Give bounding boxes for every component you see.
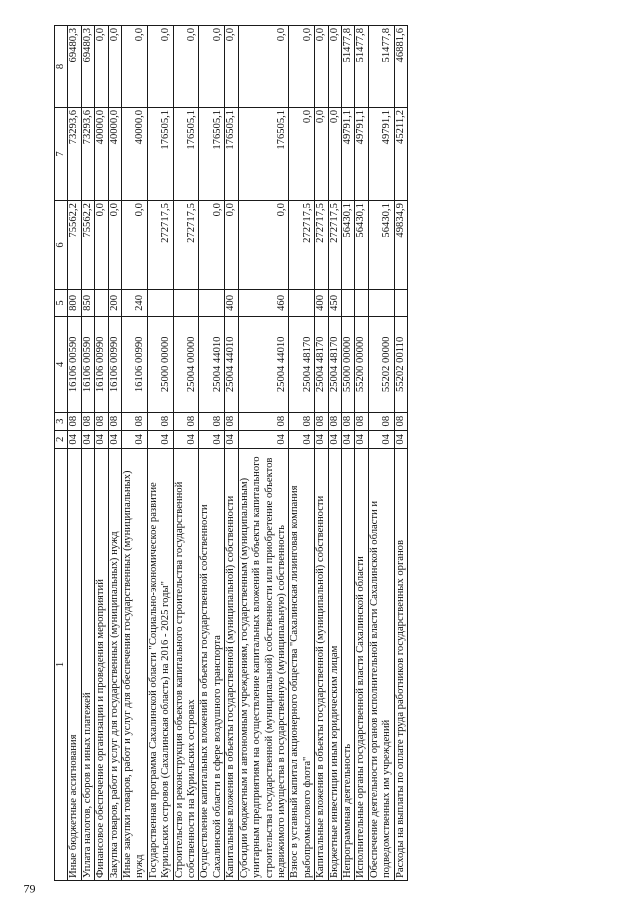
budget-table	[54, 25, 408, 881]
code-subsection: 08	[355, 412, 368, 430]
table-row	[199, 26, 225, 881]
row-name: Непрограммная деятельность	[341, 448, 354, 880]
code-expense-type	[147, 289, 173, 316]
table-row	[328, 26, 341, 881]
code-section: 04	[108, 430, 121, 448]
header-row	[55, 26, 68, 881]
value-col7: 0,0	[328, 107, 341, 200]
code-subsection: 08	[108, 412, 121, 430]
row-name: Капитальные вложения в объекты государственной (муниципальной) собственности	[225, 448, 238, 880]
code-section: 04	[368, 430, 394, 448]
code-subsection: 08	[122, 412, 148, 430]
code-subsection: 08	[225, 412, 238, 430]
table-row	[95, 26, 108, 881]
value-col8: 0,0	[328, 26, 341, 108]
value-col8: 51477,8	[368, 26, 394, 108]
value-col6: 272717,5	[289, 201, 315, 290]
code-target: 25004 48170	[328, 317, 341, 413]
value-col8: 0,0	[225, 26, 238, 108]
code-expense-type: 850	[81, 289, 94, 316]
value-col8: 0,0	[315, 26, 328, 108]
value-col6: 56430,1	[341, 201, 354, 290]
code-target: 16106 00590	[81, 317, 94, 413]
row-name: Расходы на выплаты по оплате труда работников государственных органов	[394, 448, 407, 880]
code-subsection: 08	[173, 412, 199, 430]
code-section: 04	[81, 430, 94, 448]
row-name: Обеспечение деятельности органов исполнительной власти Сахалинской области и подведомственных им учреждений	[368, 448, 394, 880]
code-expense-type	[355, 289, 368, 316]
value-col7: 0,0	[289, 107, 315, 200]
code-target: 25004 48170	[315, 317, 328, 413]
code-expense-type: 450	[328, 289, 341, 316]
value-col7: 49791,1	[341, 107, 354, 200]
table-row	[147, 26, 173, 881]
table-row	[122, 26, 148, 881]
value-col8: 0,0	[147, 26, 173, 108]
value-col8: 51477,8	[355, 26, 368, 108]
table-row	[315, 26, 328, 881]
row-name: Взнос в уставный капитал акционерного общества "Сахалинская лизинговая компания рыбопромыслового флота"	[289, 448, 315, 880]
table-row	[68, 26, 81, 881]
code-section: 04	[328, 430, 341, 448]
code-expense-type: 400	[225, 289, 238, 316]
column-header: 8	[55, 26, 68, 108]
value-col8: 69480,3	[68, 26, 81, 108]
value-col7: 176505,1	[199, 107, 225, 200]
value-col7: 40000,0	[95, 107, 108, 200]
column-header: 7	[55, 107, 68, 200]
value-col8: 51477,8	[341, 26, 354, 108]
value-col6: 272717,5	[328, 201, 341, 290]
row-name: Государственная программа Сахалинской области "Социально-экономическое развитие Курильских островов (Сахалинская область) на 2016 - 2025 годы"	[147, 448, 173, 880]
code-subsection: 08	[328, 412, 341, 430]
code-target: 25004 44010	[225, 317, 238, 413]
code-subsection: 08	[199, 412, 225, 430]
code-target: 55202 00000	[368, 317, 394, 413]
value-col6: 0,0	[199, 201, 225, 290]
value-col6: 272717,5	[147, 201, 173, 290]
value-col8: 0,0	[173, 26, 199, 108]
code-section: 04	[147, 430, 173, 448]
row-name: Финансовое обеспечение организации и проведения мероприятий	[95, 448, 108, 880]
code-target: 25000 00000	[147, 317, 173, 413]
page-number: 79	[23, 881, 36, 896]
value-col6: 0,0	[122, 201, 148, 290]
row-name: Осуществление капитальных вложений в объекты государственной собственности Сахалинской области в сфере воздушного транспорта	[199, 448, 225, 880]
code-expense-type	[173, 289, 199, 316]
code-expense-type: 400	[315, 289, 328, 316]
value-col7: 40000,0	[122, 107, 148, 200]
code-target: 16106 00990	[122, 317, 148, 413]
code-subsection: 08	[238, 412, 289, 430]
value-col6: 49834,9	[394, 201, 407, 290]
row-name: Капитальные вложения в объекты государственной (муниципальной) собственности	[315, 448, 328, 880]
code-section: 04	[394, 430, 407, 448]
value-col8: 69480,3	[81, 26, 94, 108]
code-target: 25004 44010	[238, 317, 289, 413]
value-col7: 73293,6	[68, 107, 81, 200]
code-subsection: 08	[68, 412, 81, 430]
code-subsection: 08	[341, 412, 354, 430]
code-subsection: 08	[394, 412, 407, 430]
value-col6: 272717,5	[173, 201, 199, 290]
table-row	[225, 26, 238, 881]
value-col8: 46881,6	[394, 26, 407, 108]
code-subsection: 08	[81, 412, 94, 430]
table-row	[238, 26, 289, 881]
code-target: 16106 00590	[68, 317, 81, 413]
code-section: 04	[238, 430, 289, 448]
value-col7: 73293,6	[81, 107, 94, 200]
row-name: Иные закупки товаров, работ и услуг для обеспечения государственных (муниципальных) нужд	[122, 448, 148, 880]
code-expense-type	[289, 289, 315, 316]
column-header: 6	[55, 201, 68, 290]
value-col8: 0,0	[122, 26, 148, 108]
value-col8: 0,0	[199, 26, 225, 108]
code-section: 04	[68, 430, 81, 448]
value-col6: 56430,1	[368, 201, 394, 290]
code-expense-type: 200	[108, 289, 121, 316]
value-col8: 0,0	[289, 26, 315, 108]
row-name: Исполнительные органы государственной власти Сахалинской области	[355, 448, 368, 880]
code-target: 16106 00990	[108, 317, 121, 413]
code-target: 55200 00000	[355, 317, 368, 413]
row-name: Иные бюджетные ассигнования	[68, 448, 81, 880]
code-expense-type	[341, 289, 354, 316]
code-expense-type	[199, 289, 225, 316]
value-col6: 75562,2	[81, 201, 94, 290]
code-target: 25004 00000	[173, 317, 199, 413]
table-row	[81, 26, 94, 881]
code-subsection: 08	[147, 412, 173, 430]
table-row	[341, 26, 354, 881]
code-subsection: 08	[315, 412, 328, 430]
table-row	[108, 26, 121, 881]
code-subsection: 08	[289, 412, 315, 430]
table-row	[289, 26, 315, 881]
column-header: 4	[55, 317, 68, 413]
value-col7: 176505,1	[173, 107, 199, 200]
value-col7: 0,0	[315, 107, 328, 200]
row-name: Строительство и реконструкция объектов капитального строительства государственной собственности на Курильских островах	[173, 448, 199, 880]
code-target: 16106 00990	[95, 317, 108, 413]
code-expense-type: 800	[68, 289, 81, 316]
code-section: 04	[225, 430, 238, 448]
value-col7: 49791,1	[355, 107, 368, 200]
value-col7: 176505,1	[225, 107, 238, 200]
column-header: 5	[55, 289, 68, 316]
value-col6: 75562,2	[68, 201, 81, 290]
value-col6: 0,0	[225, 201, 238, 290]
value-col6: 0,0	[108, 201, 121, 290]
code-expense-type	[394, 289, 407, 316]
value-col6: 272717,5	[315, 201, 328, 290]
code-section: 04	[315, 430, 328, 448]
value-col8: 0,0	[238, 26, 289, 108]
table-row	[173, 26, 199, 881]
code-expense-type	[95, 289, 108, 316]
code-section: 04	[289, 430, 315, 448]
value-col7: 45211,2	[394, 107, 407, 200]
value-col6: 0,0	[95, 201, 108, 290]
code-expense-type: 460	[238, 289, 289, 316]
value-col7: 40000,0	[108, 107, 121, 200]
row-name: Бюджетные инвестиции иным юридическим лицам	[328, 448, 341, 880]
code-expense-type: 240	[122, 289, 148, 316]
column-header: 3	[55, 412, 68, 430]
value-col7: 176505,1	[147, 107, 173, 200]
value-col6: 56430,1	[355, 201, 368, 290]
code-section: 04	[199, 430, 225, 448]
code-target: 25004 44010	[199, 317, 225, 413]
code-section: 04	[341, 430, 354, 448]
column-header: 2	[55, 430, 68, 448]
rotated-sheet	[23, 23, 565, 896]
row-name: Закупка товаров, работ и услуг для государственных (муниципальных) нужд	[108, 448, 121, 880]
code-target: 25004 48170	[289, 317, 315, 413]
value-col7: 49791,1	[368, 107, 394, 200]
code-subsection: 08	[368, 412, 394, 430]
code-target: 55000 00000	[341, 317, 354, 413]
value-col7: 176505,1	[238, 107, 289, 200]
code-section: 04	[122, 430, 148, 448]
row-name: Уплата налогов, сборов и иных платежей	[81, 448, 94, 880]
code-section: 04	[95, 430, 108, 448]
column-header: 1	[55, 448, 68, 880]
value-col8: 0,0	[95, 26, 108, 108]
table-row	[394, 26, 407, 881]
code-section: 04	[355, 430, 368, 448]
row-name: Субсидии бюджетным и автономным учреждениям, государственным (муниципальным) унитарным предприятиям на осуществление капитальных вложений в объекты капитального строительства государственной (муниципальной) собственности или приобретение объектов недвижимого имущества в государственную (муниципальную) собственность	[238, 448, 289, 880]
code-section: 04	[173, 430, 199, 448]
table-row	[355, 26, 368, 881]
code-expense-type	[368, 289, 394, 316]
table-row	[368, 26, 394, 881]
value-col6: 0,0	[238, 201, 289, 290]
value-col8: 0,0	[108, 26, 121, 108]
code-subsection: 08	[95, 412, 108, 430]
code-target: 55202 00110	[394, 317, 407, 413]
